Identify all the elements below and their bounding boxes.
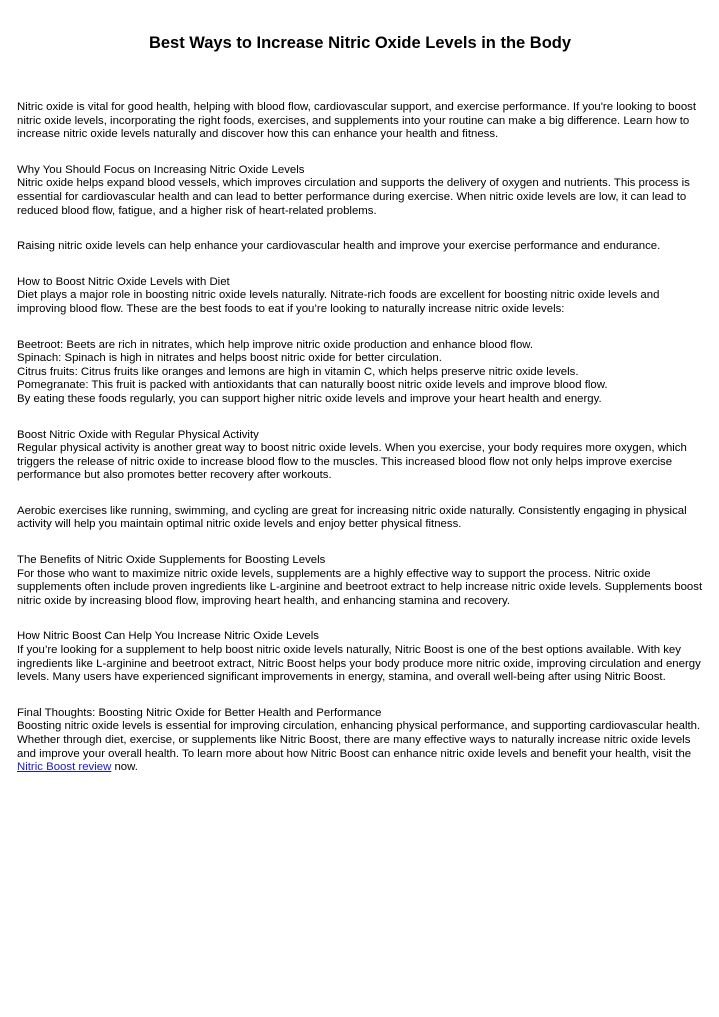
page-title: Best Ways to Increase Nitric Oxide Levels in the Body [148,34,572,52]
aerobic-paragraph: Aerobic exercises like running, swimming, and cycling are great for increasing nitric oxide naturally. Consistently engaging in physical activity will help you maintain optimal nitric oxide levels and enjoy better physical fitness. [17,504,687,531]
foods-summary: By eating these foods regularly, you can support higher nitric oxide levels and improve your heart health and energy. [17,392,602,405]
why-paragraph: Nitric oxide helps expand blood vessels, which improves circulation and supports the delivery of oxygen and nutrients. This process is essential for cardiovascular health and can lead to better performance during exercise. When nitric oxide levels are low, it can lead to reduced blood flow, fatigue, and a higher risk of heart-related problems. [17,177,690,217]
activity-section [17,429,703,483]
why-heading: Why You Should Focus on Increasing Nitric Oxide Levels [17,163,305,176]
nitric-boost-heading: How Nitric Boost Can Help You Increase Nitric Oxide Levels [17,630,319,643]
supplements-section [17,554,703,608]
supplements-heading: The Benefits of Nitric Oxide Supplements for Boosting Levels [17,554,326,567]
raising-section [17,240,703,254]
nitric-boost-review-link[interactable]: Nitric Boost review [17,761,112,774]
final-section [17,707,703,775]
nitric-boost-section [17,630,703,684]
activity-heading: Boost Nitric Oxide with Regular Physical Activity [17,428,259,441]
final-text-before-link: Boosting nitric oxide levels is essential for improving circulation, enhancing physical performance, and supporting cardiovascular health. Whether through diet, exercise, or supplements like Nitric Boost, there are many effective ways to naturally increase nitric oxide levels and improve your overall health. To learn more about how Nitric Boost can enhance nitric oxide levels and benefit your health, visit the [17,720,701,760]
aerobic-section [17,505,703,532]
raising-paragraph: Raising nitric oxide levels can help enhance your cardiovascular health and improve your exercise performance and endurance. [17,240,661,253]
nitric-boost-paragraph: If you’re looking for a supplement to help boost nitric oxide levels naturally, Nitric Boost is one of the best options available. With key ingredients like L-arginine and beetroot extract, Nitric Boost helps your body produce more nitric oxide, improving circulation and energy levels. Many users have experienced significant improvements in energy, stamina, and overall well-being after using Nitric Boost. [17,644,701,684]
foods-section [17,339,703,407]
food-item-citrus: Citrus fruits: Citrus fruits like oranges and lemons are high in vitamin C, which helps preserve nitric oxide levels. [17,365,579,378]
intro-section [17,101,703,142]
why-section [17,164,703,218]
final-paragraph [17,720,703,774]
intro-paragraph: Nitric oxide is vital for good health, helping with blood flow, cardiovascular support, and exercise performance. If you're looking to boost nitric oxide levels, incorporating the right foods, exercises, and supplements into your routine can make a big difference. Learn how to increase nitric oxide levels naturally and discover how this can enhance your health and fitness. [17,101,697,141]
diet-heading: How to Boost Nitric Oxide Levels with Diet [17,275,230,288]
diet-paragraph: Diet plays a major role in boosting nitric oxide levels naturally. Nitrate-rich foods are excellent for boosting nitric oxide levels and improving blood flow. These are the best foods to eat if you’re looking to naturally increase nitric oxide levels: [17,289,660,315]
supplements-paragraph: For those who want to maximize nitric oxide levels, supplements are a highly effective way to support the process. Nitric oxide supplements often include proven ingredients like L-arginine and beetroot extract to help increase nitric oxide levels. Supplements boost nitric oxide by increasing blood flow, improving heart health, and enhancing stamina and recovery. [17,567,703,607]
diet-section [17,276,703,317]
activity-paragraph: Regular physical activity is another great way to boost nitric oxide levels. When you exercise, your body requires more oxygen, which triggers the release of nitric oxide to increase blood flow to the muscles. This increased blood flow not only helps improve exercise performance but also promotes better recovery after workouts. [17,442,687,482]
final-heading: Final Thoughts: Boosting Nitric Oxide for Better Health and Performance [17,706,382,719]
food-item-beetroot: Beetroot: Beets are rich in nitrates, which help improve nitric oxide production and enhance blood flow. [17,338,534,351]
final-text-after-link: now. [111,761,138,774]
food-item-pomegranate: Pomegranate: This fruit is packed with antioxidants that can naturally boost nitric oxide levels and improve blood flow. [17,379,608,392]
food-item-spinach: Spinach: Spinach is high in nitrates and helps boost nitric oxide for better circulation. [17,352,442,365]
